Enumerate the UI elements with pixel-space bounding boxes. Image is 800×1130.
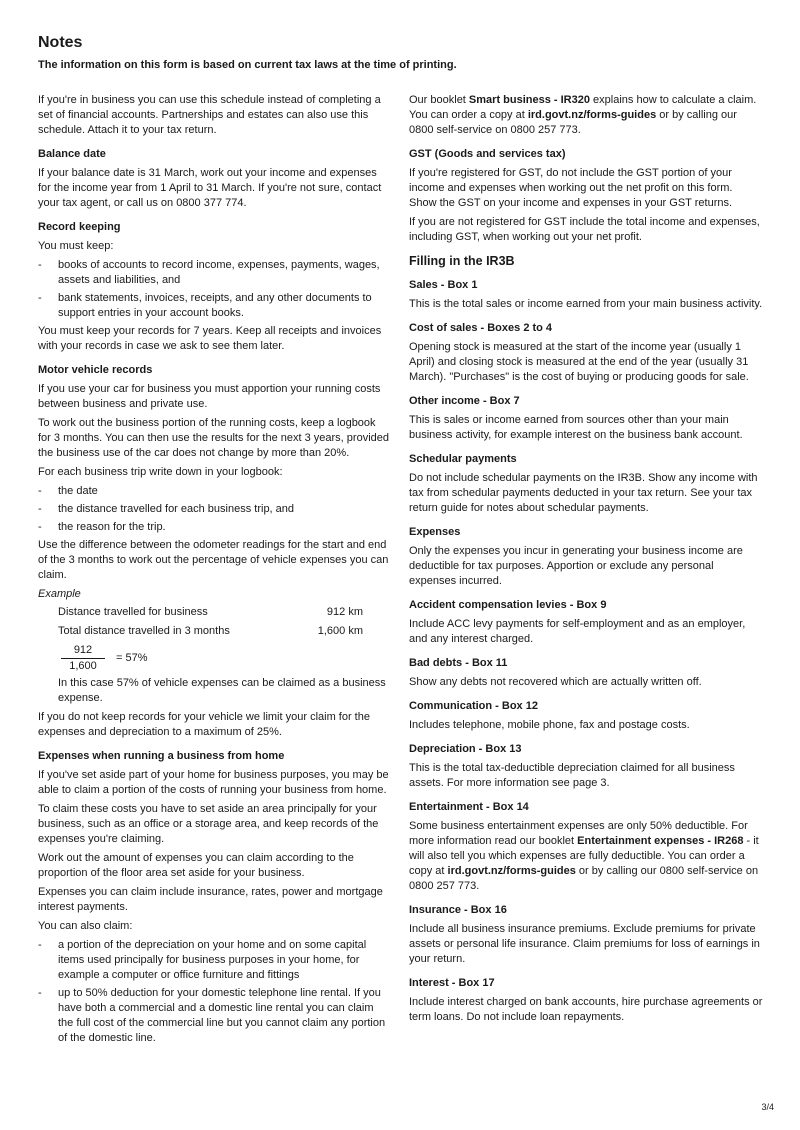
- other-income-text: This is sales or income earned from sources other than your main business activity, for example interest on the business bank account.: [409, 414, 743, 441]
- acc-text: Include ACC levy payments for self-employment and as an employer, and any interest charged.: [409, 618, 746, 645]
- home-business-p3: Work out the amount of expenses you can claim according to the proportion of the floor area set aside for your business.: [38, 852, 354, 879]
- insurance-text: Include all business insurance premiums. Exclude premiums for private assets or personal life insurance. Claim premiums for loss of earnings in your return.: [409, 923, 760, 965]
- booklet-paragraph: [409, 93, 763, 138]
- acc-heading: Accident compensation levies - Box 9: [409, 599, 607, 611]
- motor-vehicle-p2: To work out the business portion of the running costs, keep a logbook for 3 months. You can then use the results for the next 3 years, provided the business use of the car does not change by more than 20%.: [38, 417, 389, 459]
- example-row: [38, 624, 390, 639]
- booklet-text-3: or by calling our 0800 self-service on 0800 257 773.: [409, 109, 737, 136]
- claim-list: [38, 938, 390, 1046]
- list-item: - up to 50% deduction for your domestic telephone line rental. If you have both a commercial and a domestic line rental you can claim the full cost of the commercial line but you cannot claim any portion of the domestic line.: [38, 986, 390, 1046]
- sales-heading: Sales - Box 1: [409, 279, 478, 291]
- list-item: - books of accounts to record income, expenses, payments, wages, assets and liabilities, and: [38, 258, 390, 288]
- record-keeping-heading: Record keeping: [38, 221, 121, 233]
- gst-p1: If you're registered for GST, do not include the GST portion of your income and expenses when working out the net profit on this form. Show the GST on your income and expenses in your GST returns.: [409, 167, 733, 209]
- gst-heading: GST (Goods and services tax): [409, 148, 566, 160]
- example-row-value: 912 km: [326, 606, 363, 618]
- home-business-p1: If you've set aside part of your home for business purposes, you may be able to claim a portion of the costs of running your business from home.: [38, 769, 389, 796]
- cost-of-sales-text: Opening stock is measured at the start of the income year (usually 1 April) and closing stock is measured at the end of the year (usually 31 March). "Purchases" is the cost of buying or producing goods for sale.: [409, 341, 749, 383]
- fraction-denominator: 1,600: [69, 660, 97, 672]
- list-item: - the reason for the trip.: [38, 520, 390, 535]
- record-keeping-list: [38, 258, 390, 321]
- example-note: In this case 57% of vehicle expenses can be claimed as a business expense.: [58, 677, 386, 704]
- motor-vehicle-heading: Motor vehicle records: [38, 364, 153, 376]
- balance-date-text: If your balance date is 31 March, work out your income and expenses for the income year from 1 April to 31 March. If you're not sure, contact your tax agent, or call us on 0800 377 774.: [38, 167, 382, 209]
- interest-text: Include interest charged on bank accounts, hire purchase agreements or term loans. Do not include loan repayments.: [409, 996, 763, 1023]
- left-column: [38, 91, 390, 1049]
- gst-p2: If you are not registered for GST include the total income and expenses, including GST, when working out your net profit.: [409, 216, 760, 243]
- entertainment-text: [409, 819, 763, 894]
- example-label: Example: [38, 588, 81, 600]
- schedular-heading: Schedular payments: [409, 453, 517, 465]
- depreciation-text: This is the total tax-deductible depreciation claimed for all business assets. For more information see page 3.: [409, 762, 735, 789]
- entertainment-heading: Entertainment - Box 14: [409, 801, 529, 813]
- expenses-text: Only the expenses you incur in generating your business income are deductible for tax purposes. Apportion or exclude any personal expenses incurred.: [409, 545, 743, 587]
- motor-vehicle-p5: If you do not keep records for your vehicle we limit your claim for the expenses and depreciation to a maximum of 25%.: [38, 711, 370, 738]
- website-link: ird.govt.nz/forms-guides: [527, 109, 657, 121]
- page-subtitle: The information on this form is based on current tax laws at the time of printing.: [38, 59, 457, 71]
- example-row-value: 1,600 km: [317, 625, 363, 637]
- entertainment-text-3: or by calling our 0800 self-service on 0800 257 773.: [409, 865, 759, 892]
- entertainment-text-2: - it will also tell you which expenses are fully deductible. You can order a copy at: [409, 835, 759, 877]
- booklet-text-2: explains how to calculate a claim. You can order a copy at: [409, 94, 757, 121]
- home-business-heading: Expenses when running a business from home: [38, 750, 285, 762]
- entertainment-booklet-title: Entertainment expenses - IR268: [577, 835, 744, 847]
- home-business-p4: Expenses you can claim include insurance, rates, power and mortgage interest payments.: [38, 886, 383, 913]
- example-row-label: Total distance travelled in 3 months: [58, 625, 230, 637]
- list-item: - the date: [38, 484, 390, 499]
- fraction-result: = 57%: [116, 652, 148, 664]
- intro-paragraph: If you're in business you can use this schedule instead of completing a set of financial accounts. Partnerships and estates can also use this schedule. Attach it to your tax return.: [38, 94, 381, 136]
- home-business-p5: You can also claim:: [38, 920, 133, 932]
- record-keeping-intro: You must keep:: [38, 240, 114, 252]
- logbook-list: [38, 484, 390, 535]
- record-keeping-text: You must keep your records for 7 years. Keep all receipts and invoices with your records in case we ask to see them later.: [38, 325, 382, 352]
- motor-vehicle-p3: For each business trip write down in your logbook:: [38, 466, 283, 478]
- balance-date-heading: Balance date: [38, 148, 106, 160]
- filling-heading: Filling in the IR3B: [409, 254, 515, 268]
- expenses-heading: Expenses: [409, 526, 461, 538]
- list-item: - the distance travelled for each business trip, and: [38, 502, 390, 517]
- bad-debts-heading: Bad debts - Box 11: [409, 657, 508, 669]
- website-link: ird.govt.nz/forms-guides: [447, 865, 576, 877]
- motor-vehicle-p1: If you use your car for business you must apportion your running costs between business and private use.: [38, 383, 381, 410]
- depreciation-heading: Depreciation - Box 13: [409, 743, 522, 755]
- list-item: - bank statements, invoices, receipts, and any other documents to support entries in your account books.: [38, 291, 390, 321]
- booklet-title: Smart business - IR320: [468, 94, 590, 106]
- fraction: [58, 643, 108, 674]
- schedular-text: Do not include schedular payments on the IR3B. Show any income with tax from schedular payments deducted in your tax return. See your tax return guide for notes about schedular payments.: [409, 472, 758, 514]
- home-business-p2: To claim these costs you have to set aside an area principally for your business, such as an office or a storage area, and keep records of the expenses you're claiming.: [38, 803, 379, 845]
- list-item: - a portion of the depreciation on your home and on some capital items used principally for business purposes in your home, for example a computer or office furniture and fittings: [38, 938, 390, 983]
- page-title: Notes: [38, 34, 83, 51]
- fraction-numerator: 912: [61, 643, 105, 659]
- booklet-text-1: Our booklet: [409, 94, 469, 106]
- insurance-heading: Insurance - Box 16: [409, 904, 507, 916]
- sales-text: This is the total sales or income earned from your main business activity.: [409, 298, 763, 310]
- page-number: 3/4: [761, 1102, 774, 1112]
- bad-debts-text: Show any debts not recovered which are actually written off.: [409, 676, 702, 688]
- communication-heading: Communication - Box 12: [409, 700, 538, 712]
- motor-vehicle-p4: Use the difference between the odometer readings for the start and end of the 3 months to work out the percentage of vehicle expenses you can claim.: [38, 539, 389, 581]
- example-row-label: Distance travelled for business: [58, 606, 208, 618]
- communication-text: Includes telephone, mobile phone, fax and postage costs.: [409, 719, 690, 731]
- example-row: [38, 605, 390, 620]
- percentage-calculation: [38, 643, 390, 674]
- cost-of-sales-heading: Cost of sales - Boxes 2 to 4: [409, 322, 553, 334]
- interest-heading: Interest - Box 17: [409, 977, 495, 989]
- right-column: [409, 91, 763, 1029]
- other-income-heading: Other income - Box 7: [409, 395, 520, 407]
- entertainment-text-1: Some business entertainment expenses are only 50% deductible. For more information read our booklet: [409, 820, 748, 847]
